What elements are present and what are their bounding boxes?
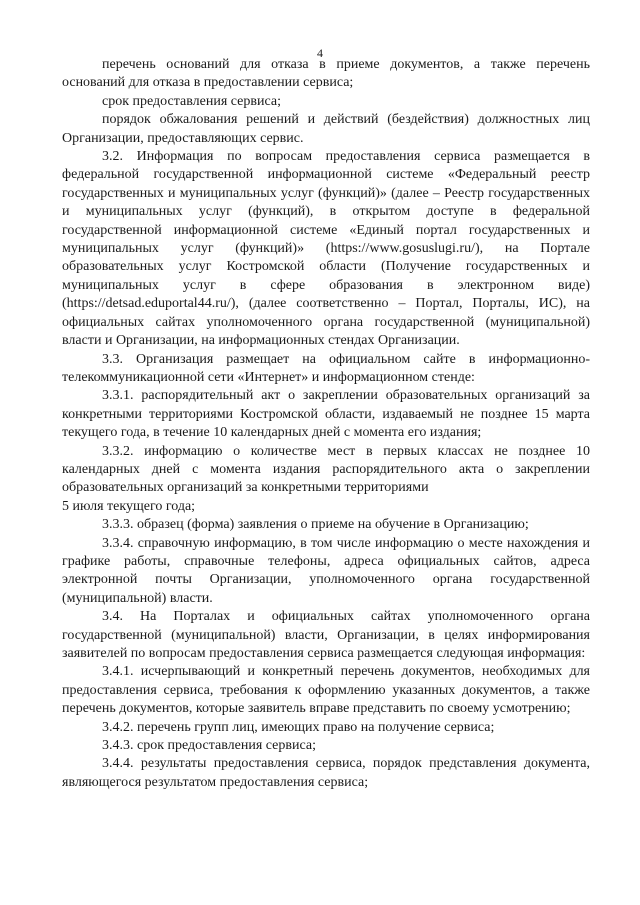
- paragraph: срок предоставления сервиса;: [102, 93, 281, 109]
- paragraph: перечень оснований для отказа в приеме документов, а также перечень оснований для отказа в предоставлении сервиса;: [62, 57, 590, 91]
- paragraph-3-3-1: 3.3.1. распорядительный акт о закреплении образовательных организаций за конкретными территориями Костромской области, издаваемый не позднее 15 марта текущего года, в течение 10 календарных дней с момента его издания;: [62, 388, 590, 441]
- paragraph-3-3-4: 3.3.4. справочную информацию, в том числе информацию о месте нахождения и графике работы, справочные телефоны, адреса официальных сайтов, адреса электронной почты Организации, уполномоченного органа государственной (муниципальной) власти.: [62, 535, 590, 606]
- paragraph-3-4: 3.4. На Порталах и официальных сайтах уполномоченного органа государственной (муниципальной) власти, Организации, в целях информирования заявителей по вопросам предоставления сервиса размещается следующая информация:: [62, 609, 590, 661]
- document-body: [62, 56, 590, 792]
- paragraph-3-3-2-continuation: 5 июля текущего года;: [62, 498, 196, 514]
- paragraph-3-4-3: 3.4.3. срок предоставления сервиса;: [102, 738, 316, 754]
- page-number: 4: [317, 46, 323, 60]
- paragraph-3-2: 3.2. Информация по вопросам предоставления сервиса размещается в федеральной государственной информационной системе «Федеральный реестр государственных и муниципальных услуг (функций)» (далее – Реестр государственных и муниципальных услуг (функций), в открытом доступе в федеральной государственной информационной системе «Единый портал государственных и муниципальных услуг (функций)» (https://www.gosuslugi.ru/), на Портале образовательных услуг Костромской области (Получение государственных и муниципальных услуг в сфере образования в электронном виде) (https://detsad.eduportal44.ru/), (далее соответственно – Портал, Порталы, ИС), на официальных сайтах уполномоченного органа государственной (муниципальной) власти и Организации, на информационных стендах Организации.: [62, 149, 590, 349]
- paragraph-3-4-1: 3.4.1. исчерпывающий и конкретный перечень документов, необходимых для предоставления сервиса, требования к оформлению указанных документов, а также перечень документов, которые заявитель вправе представить по своему усмотрению;: [62, 664, 590, 717]
- paragraph-3-4-4: 3.4.4. результаты предоставления сервиса, порядок представления документа, являющегося результатом предоставления сервиса;: [62, 756, 590, 790]
- paragraph-3-4-2: 3.4.2. перечень групп лиц, имеющих право на получение сервиса;: [102, 719, 495, 735]
- paragraph-3-3-3: 3.3.3. образец (форма) заявления о приеме на обучение в Организацию;: [102, 517, 529, 533]
- paragraph-3-3-2: 3.3.2. информацию о количестве мест в первых классах не позднее 10 календарных дней с момента издания распорядительного акта о закреплении образовательных организаций за конкретными территориями: [62, 443, 590, 496]
- paragraph-3-3: 3.3. Организация размещает на официальном сайте в информационно-телекоммуникационной сети «Интернет» и информационном стенде:: [62, 351, 590, 385]
- paragraph: порядок обжалования решений и действий (бездействия) должностных лиц Организации, предоставляющих сервис.: [62, 112, 590, 146]
